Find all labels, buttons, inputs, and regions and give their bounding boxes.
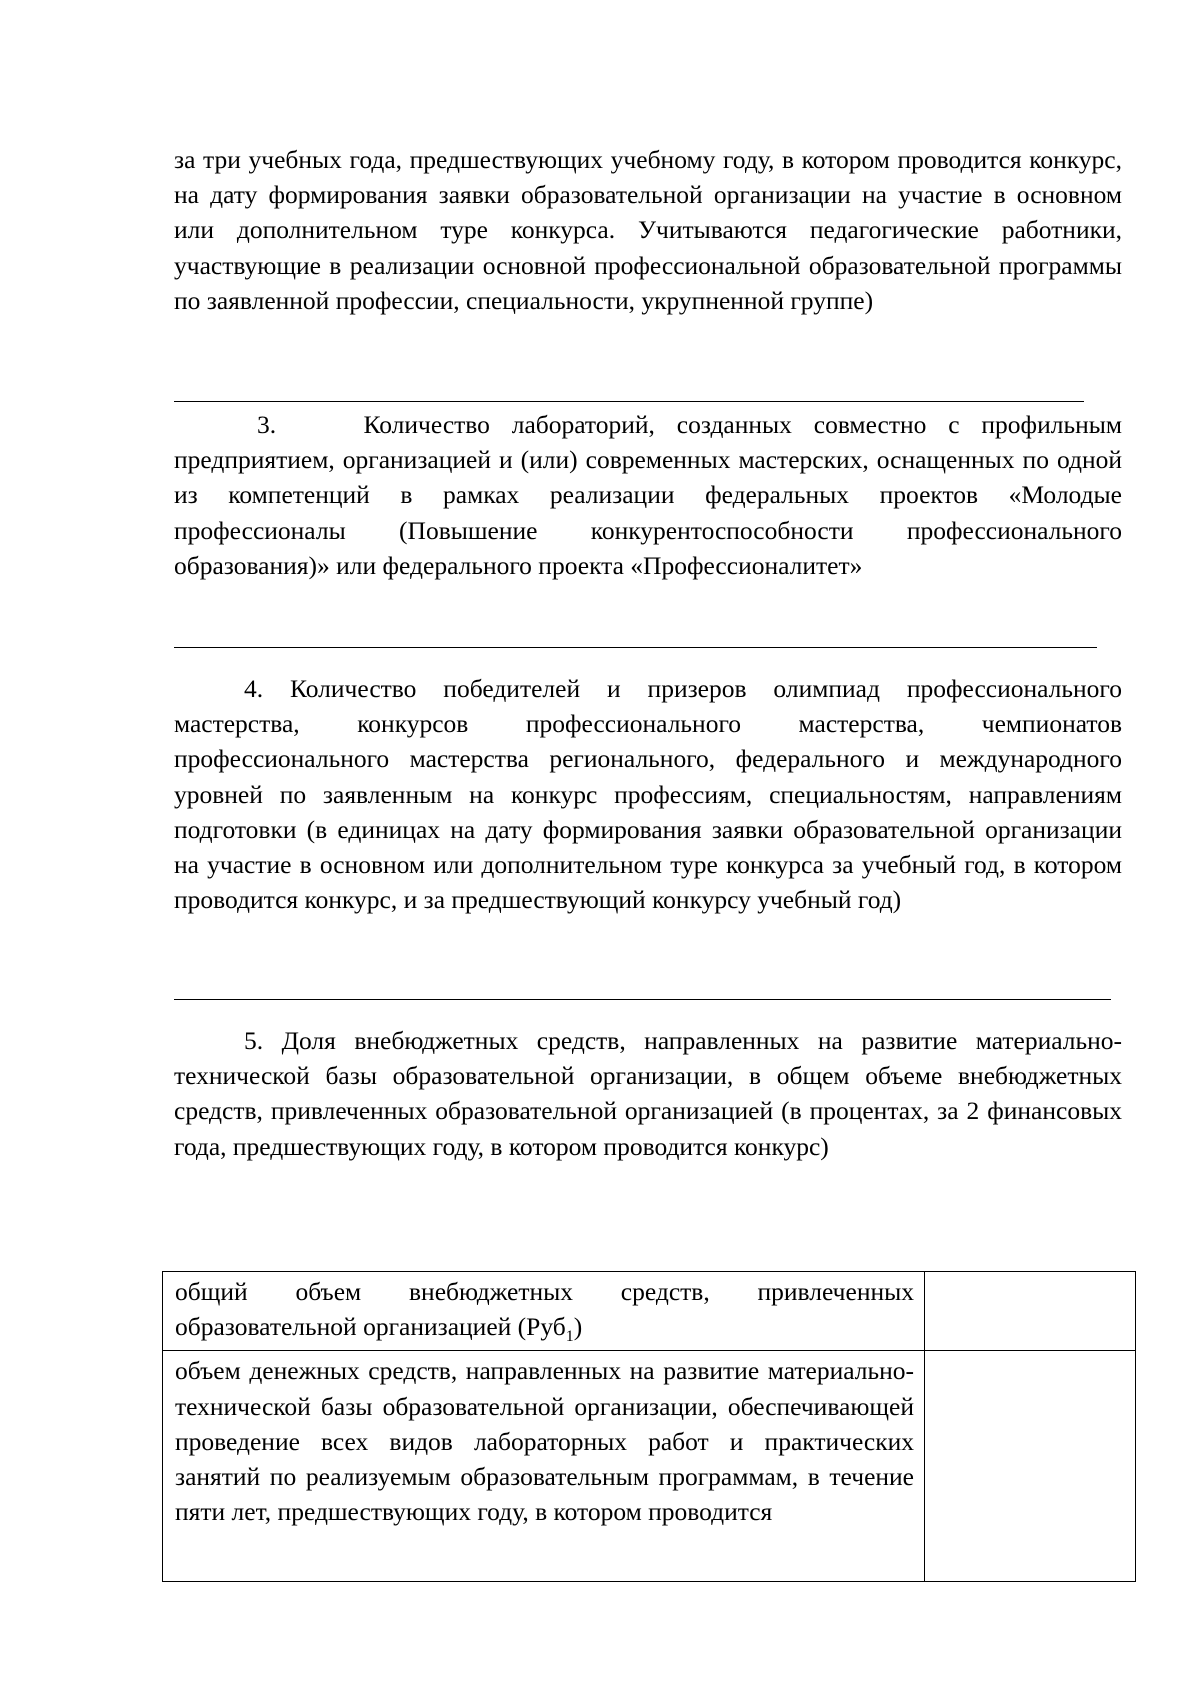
answer-line-4[interactable]	[174, 999, 1111, 1000]
item-4-paragraph	[174, 671, 1122, 917]
item-3-text: Количество лабораторий, созданных совместно с профильным предприятием, организацией и (или) современных мастерских, оснащенных по одной из компетенций в рамках реализации федеральных проектов «Молодые профессионалы (Повышение конкурентоспособности профессионального образования)» или федерального проекта «Профессионалитет»	[174, 410, 1122, 580]
intro-paragraph: за три учебных года, предшествующих учебному году, в котором проводится конкурс, на дату формирования заявки образовательной организации на участие в основном или дополнительном туре конкурса. Учитываются педагогические работники, участвующие в реализации основной профессиональной образовательной программы по заявленной профессии, специальности, укрупненной группе)	[174, 145, 1122, 315]
row1-subscript: 1	[565, 1328, 574, 1346]
row1-label: общий объем внебюджетных средств, привлеченных образовательной организацией (Руб	[175, 1277, 914, 1342]
table-row	[163, 1272, 1136, 1351]
item-3-number: 3.	[257, 410, 277, 439]
answer-line-3[interactable]	[174, 647, 1097, 648]
item-5-text: Доля внебюджетных средств, направленных на развитие материально-технической базы образовательной организации, в общем объеме внебюджетных средств, привлеченных образовательной организацией (в процентах, за 2 финансовых года, предшествующих году, в котором проводится конкурс)	[174, 1026, 1123, 1161]
item-4-text: Количество победителей и призеров олимпиад профессионального мастерства, конкурсов профессионального мастерства, чемпионатов профессионального мастерства регионального, федерального и международного уровней по заявленным на конкурс профессиям, специальностям, направлениям подготовки (в единицах на дату формирования заявки образовательной организации на участие в основном или дополнительном туре конкурса за учебный год, в котором проводится конкурс, и за предшествующий конкурсу учебный год)	[174, 674, 1123, 915]
item-5-number: 5.	[244, 1026, 264, 1055]
item-4-number: 4.	[244, 674, 264, 703]
answer-line-2[interactable]	[174, 401, 1084, 402]
row1-suffix: )	[573, 1312, 583, 1342]
item-3-paragraph	[174, 407, 1122, 583]
row2-label: объем денежных средств, направленных на развитие материально-технической базы образовательной организации, обеспечивающей проведение всех видов лабораторных работ и практических занятий по реализуемым образовательным программам, в течение пяти лет, предшествующих году, в котором проводится	[175, 1356, 914, 1527]
item-5-paragraph	[174, 1023, 1122, 1164]
row1-value-cell[interactable]	[925, 1272, 1136, 1351]
row1-label-cell	[163, 1272, 925, 1351]
funds-table	[162, 1271, 1136, 1582]
row2-label-cell	[163, 1351, 925, 1582]
row2-value-cell[interactable]	[925, 1351, 1136, 1582]
table-row	[163, 1351, 1136, 1582]
